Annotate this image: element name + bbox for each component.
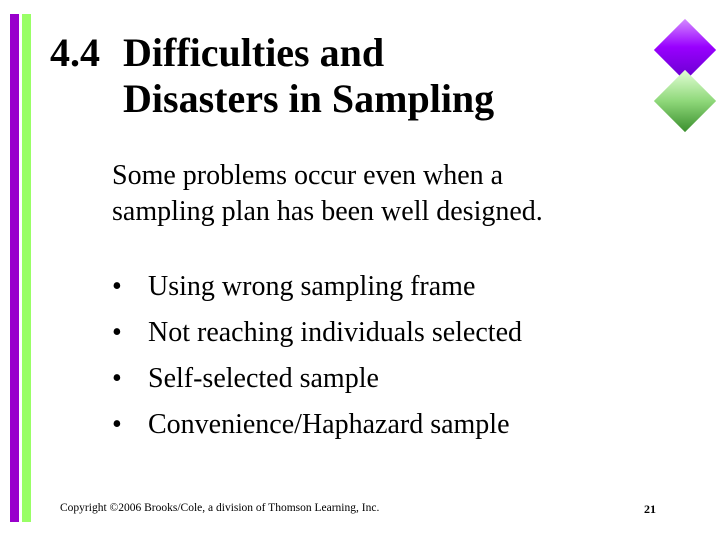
bullet-text: Self-selected sample <box>148 363 379 394</box>
bullet-text: Not reaching individuals selected <box>148 317 522 348</box>
bullet-text: Using wrong sampling frame <box>148 271 476 302</box>
bullet-text: Convenience/Haphazard sample <box>148 409 510 440</box>
bullet-icon: • <box>112 271 122 302</box>
left-accent-bar-purple <box>10 14 19 522</box>
list-item <box>112 310 522 356</box>
list-item <box>112 356 522 402</box>
intro-line-1: Some problems occur even when a <box>112 160 504 191</box>
title-line-2: Disasters in Sampling <box>123 76 495 121</box>
list-item <box>112 264 522 310</box>
copyright-notice: Copyright ©2006 Brooks/Cole, a division of Thomson Learning, Inc. <box>60 502 380 514</box>
title-number: 4.4 <box>50 30 100 75</box>
page-number: 21 <box>644 502 656 516</box>
title-line-1: Difficulties and <box>123 30 385 75</box>
intro-line-2: sampling plan has been well designed. <box>112 196 543 227</box>
left-accent-bar-green <box>22 14 31 522</box>
bullet-icon: • <box>112 409 122 440</box>
slide-title <box>50 30 494 122</box>
list-item <box>112 402 522 448</box>
bullet-icon: • <box>112 363 122 394</box>
decorative-diamonds <box>650 16 720 141</box>
intro-text <box>112 158 672 230</box>
bullet-icon: • <box>112 317 122 348</box>
green-diamond-icon <box>654 70 716 132</box>
bullet-list <box>112 264 522 448</box>
